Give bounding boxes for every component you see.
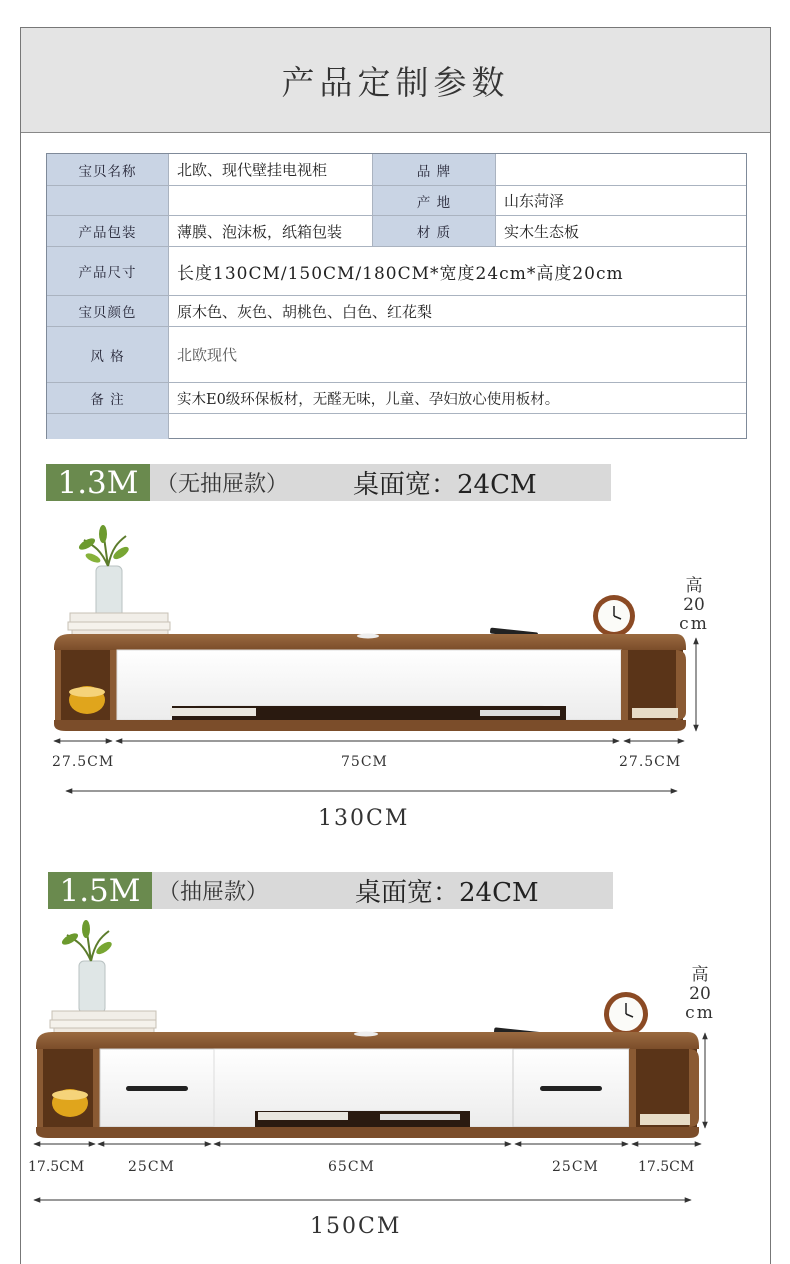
color-label: 宝贝颜色 xyxy=(47,296,168,326)
style-value: 北欧现代 xyxy=(177,346,238,364)
section2-size-tag: 1.5M xyxy=(48,872,152,909)
size-value: 长度130CM/150CM/180CM*宽度24cm*高度20cm xyxy=(177,263,624,284)
page-title: 产品定制参数 xyxy=(281,62,510,102)
cabinet-130-image xyxy=(54,525,686,731)
size-label: 产品尺寸 xyxy=(47,247,168,295)
dim-150-left: 17.5CM xyxy=(28,1159,85,1175)
section2-top-width: 桌面宽：24CM xyxy=(355,878,539,908)
clock-icon xyxy=(604,992,648,1036)
material-value: 实木生态板 xyxy=(504,222,580,241)
dim-150-right: 17.5CM xyxy=(638,1159,695,1175)
section2-variant: （抽屉款） xyxy=(158,880,269,905)
style-label: 风 格 xyxy=(47,327,168,382)
section1-variant: （无抽屉款） xyxy=(156,472,289,497)
name-label: 宝贝名称 xyxy=(47,154,168,185)
dim-130-total: 130CM xyxy=(318,806,410,831)
package-label: 产品包装 xyxy=(47,216,168,246)
section1-size-tag: 1.3M xyxy=(46,464,150,501)
drawer-handle-icon xyxy=(540,1086,602,1091)
section1-top-width: 桌面宽：24CM xyxy=(353,470,537,500)
section1-height-label: 高 20 cm xyxy=(679,576,709,634)
drawer-handle-icon xyxy=(126,1086,188,1091)
dim-130-right: 27.5CM xyxy=(619,754,682,770)
package-value: 薄膜、泡沫板，纸箱包装 xyxy=(177,222,343,241)
origin-value: 山东菏泽 xyxy=(504,192,565,210)
dim-150-drawer-left: 25CM xyxy=(128,1159,175,1175)
section2-height-label: 高 20 cm xyxy=(685,965,715,1023)
dim-150-drawer-right: 25CM xyxy=(552,1159,599,1175)
color-value: 原木色、灰色、胡桃色、白色、红花梨 xyxy=(177,302,433,321)
dim-130-left: 27.5CM xyxy=(52,754,115,770)
material-label: 材 质 xyxy=(373,216,495,246)
dim-150-total: 150CM xyxy=(310,1214,402,1239)
note-value: 实木E0级环保板材，无醛无味，儿童、孕妇放心使用板材。 xyxy=(177,391,560,408)
cabinet-150-image xyxy=(36,920,699,1138)
dim-150-middle: 65CM xyxy=(328,1159,375,1175)
brand-label: 品 牌 xyxy=(373,154,495,185)
name-value: 北欧、现代壁挂电视柜 xyxy=(177,161,328,179)
dim-130-middle: 75CM xyxy=(341,754,388,770)
plant-vase-icon xyxy=(60,920,113,1013)
plant-vase-icon xyxy=(77,525,130,618)
note-label: 备 注 xyxy=(47,383,168,413)
clock-icon xyxy=(593,595,635,637)
origin-label: 产 地 xyxy=(373,186,495,215)
